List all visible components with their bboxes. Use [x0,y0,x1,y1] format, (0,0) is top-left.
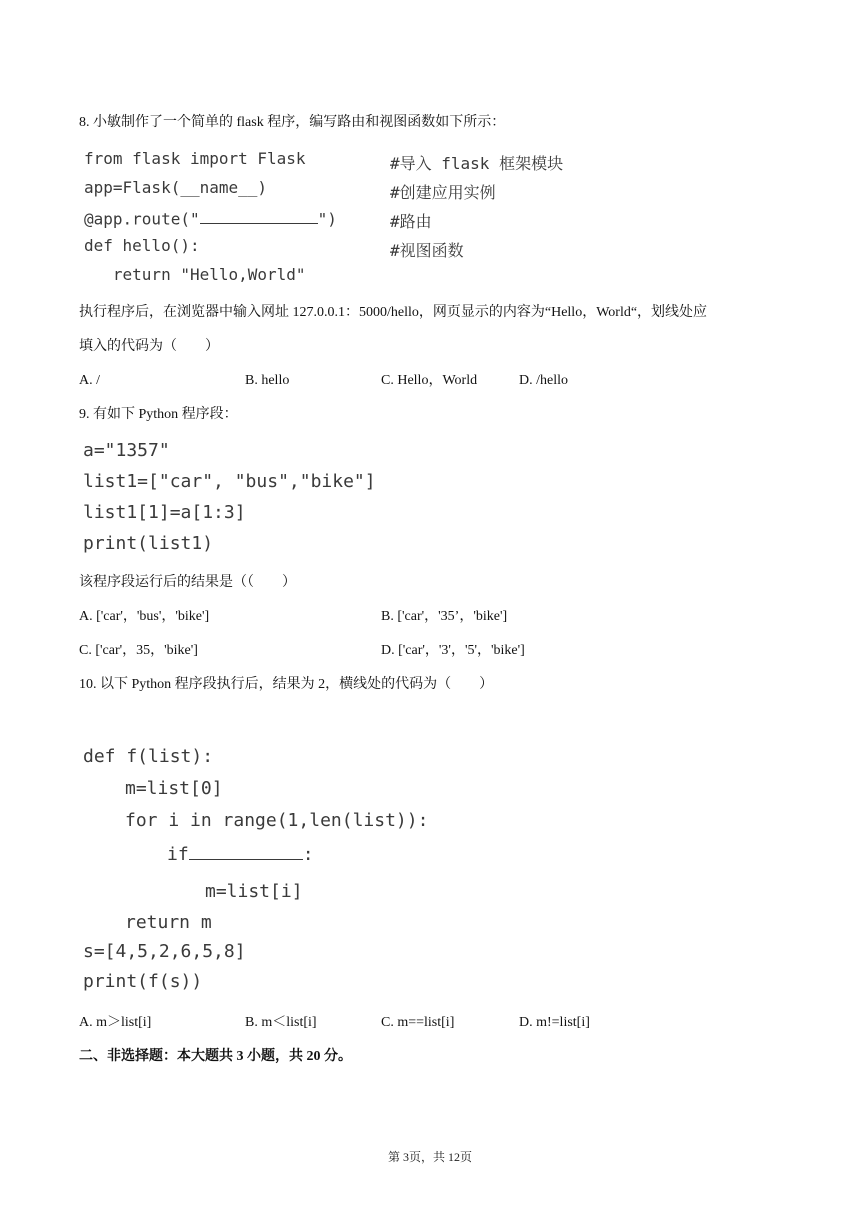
q8-code-line-5: return "Hello,World" [84,265,306,284]
q9-code-line-4: print(list1) [83,533,214,554]
q9-code-line-2: list1=["car", "bus","bike"] [83,471,376,492]
q10-code-line-3: for i in range(1,len(list)): [125,810,429,831]
q8-comment-1: #导入 flask 框架模块 [390,154,564,173]
q10-stem: 10. 以下 Python 程序段执行后，结果为 2，横线处的代码为（ ） [79,677,494,692]
q8-comment-3: #路由 [390,212,432,231]
q9-code-line-3: list1[1]=a[1:3] [83,502,246,523]
q8-code-line-4: def hello(): [84,236,200,255]
section-2-score: 20 [306,1049,321,1064]
q8-option-c: C. Hello，World [381,373,478,388]
q10-code-line-4 [167,843,314,864]
q8-option-d: D. /hello [519,373,568,388]
q10-option-a: A. m＞list[i] [79,1015,152,1030]
q10-option-b: B. m＜list[i] [245,1015,317,1030]
q10-code-line-7: s=[4,5,2,6,5,8] [83,941,246,962]
q10-if-keyword: if [167,844,189,866]
q9-code-line-1: a="1357" [83,440,170,461]
q10-code-line-8: print(f(s)) [83,971,203,992]
q8-description-line-2: 填入的代码为（ ） [79,339,219,354]
q8-code-line-3 [84,209,337,227]
section-2-question-count: 3 [236,1049,244,1064]
q8-option-a: A. / [79,373,100,388]
q9-stem: 9. 有如下 Python 程序段： [79,407,238,422]
q10-option-d: D. m!=list[i] [519,1015,590,1030]
q9-option-d: D. ['car'，'3'，'5'，'bike'] [381,643,525,658]
q10-if-colon: : [302,844,314,866]
q10-code-line-2: m=list[0] [125,778,223,799]
q8-option-b: B. hello [245,373,290,388]
q10-code-line-5: m=list[i] [205,881,303,902]
q10-if-blank [189,843,303,860]
q10-code-line-6: return m [125,912,212,933]
section-2-heading [79,1048,352,1066]
q8-description-line-1: 执行程序后，在浏览器中输入网址 127.0.0.1：5000/hello，网页显示的内容为“Hello，World“，划线处应 [79,305,708,320]
q8-code-line-1: from flask import Flask [84,149,306,168]
q10-option-c: C. m==list[i] [381,1015,455,1030]
section-2-text-1: 二、非选择题：本大题共 [79,1049,237,1064]
page-footer: 第 3页，共 12页 [387,1150,472,1164]
q8-stem: 8. 小敏制作了一个简单的 flask 程序，编写路由和视图函数如下所示： [79,115,506,130]
q8-route-close: ") [317,209,337,229]
q8-code-line-2: app=Flask(__name__) [84,178,268,197]
q10-code-line-1: def f(list): [83,746,214,767]
section-2-text-3: 分。 [320,1049,352,1064]
q9-option-c: C. ['car'，35，'bike'] [79,643,198,658]
q8-route-open: @app.route(" [84,209,200,229]
section-2-text-2: 小题，共 [243,1049,307,1064]
q9-option-a: A. ['car'，'bus'，'bike'] [79,609,210,624]
q8-route-blank [200,209,318,224]
q8-comment-4: #视图函数 [390,241,464,260]
q8-comment-2: #创建应用实例 [390,183,496,202]
q9-option-b: B. ['car'，'35’，'bike'] [381,609,508,624]
q9-question: 该程序段运行后的结果是（（ ） [79,575,296,590]
